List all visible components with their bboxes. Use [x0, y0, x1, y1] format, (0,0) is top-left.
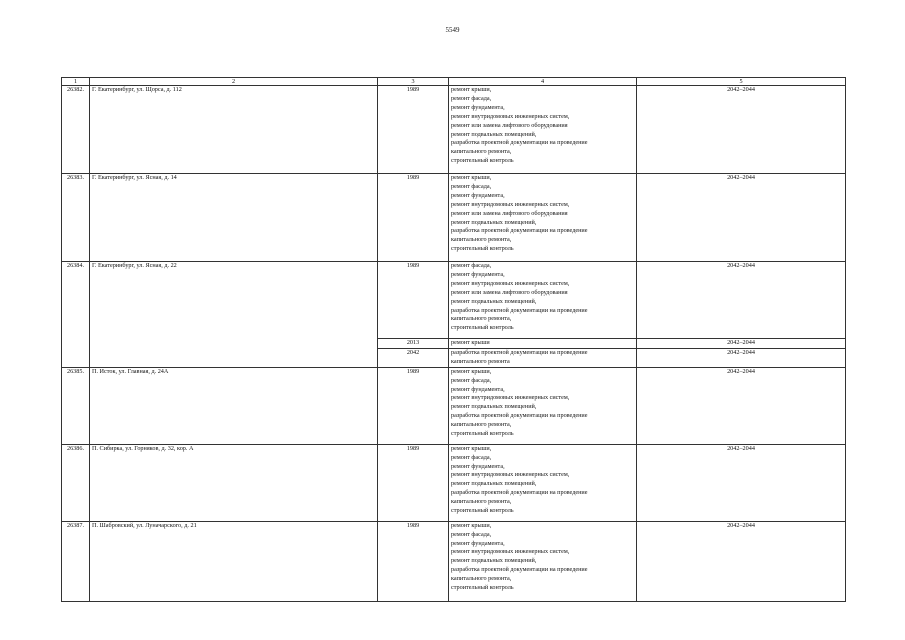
- address-cell: П. Сибирка, ул. Горняков, д. 32, кор. А: [90, 444, 378, 521]
- year-cell: 1989: [378, 174, 449, 262]
- address-cell: П. Исток, ул. Главная, д. 24А: [90, 367, 378, 444]
- repair-schedule-table: [61, 77, 846, 602]
- period-cell: 2042–2044: [637, 262, 846, 339]
- year-cell: 1989: [378, 521, 449, 601]
- table-row: [62, 174, 846, 262]
- header-cell: 2: [90, 78, 378, 86]
- period-cell: 2042–2044: [637, 174, 846, 262]
- row-number: 26382.: [62, 86, 90, 174]
- page-number: 5549: [445, 26, 460, 34]
- works-cell: ремонт крыши, ремонт фасада, ремонт фундамента, ремонт внутридомовых инженерных систем, ремонт подвальных помещений, разработка проектной документации на проведение капитального ремонта, строительный контроль: [449, 521, 637, 601]
- header-cell: 4: [449, 78, 637, 86]
- row-number: 26383.: [62, 174, 90, 262]
- period-cell: 2042–2044: [637, 444, 846, 521]
- works-cell: разработка проектной документации на проведение капитального ремонта: [449, 348, 637, 367]
- period-cell: 2042–2044: [637, 367, 846, 444]
- row-number: 26385.: [62, 367, 90, 444]
- header-cell: 1: [62, 78, 90, 86]
- year-cell: 2013: [378, 339, 449, 349]
- period-cell: 2042–2044: [637, 521, 846, 601]
- works-cell: ремонт крыши, ремонт фасада, ремонт фундамента, ремонт внутридомовых инженерных систем, ремонт или замена лифтового оборудования ремонт подвальных помещений, разработка проектной документации на проведение капитального ремонта, строительный контроль: [449, 86, 637, 174]
- header-cell: 5: [637, 78, 846, 86]
- address-cell: П. Шабровский, ул. Луначарского, д. 21: [90, 521, 378, 601]
- address-cell: Г. Екатеринбург, ул. Ясная, д. 14: [90, 174, 378, 262]
- works-cell: ремонт крыши, ремонт фасада, ремонт фундамента, ремонт внутридомовых инженерных систем, ремонт или замена лифтового оборудования ремонт подвальных помещений, разработка проектной документации на проведение капитального ремонта, строительный контроль: [449, 174, 637, 262]
- year-cell: 1989: [378, 444, 449, 521]
- table-row: [62, 444, 846, 521]
- works-cell: ремонт фасада, ремонт фундамента, ремонт внутридомовых инженерных систем, ремонт или замена лифтового оборудования ремонт подвальных помещений, разработка проектной документации на проведение капитального ремонта, строительный контроль: [449, 262, 637, 339]
- table-row: [62, 262, 846, 339]
- row-number: 26384.: [62, 262, 90, 368]
- works-cell: ремонт крыши, ремонт фасада, ремонт фундамента, ремонт внутридомовых инженерных систем, ремонт подвальных помещений, разработка проектной документации на проведение капитального ремонта, строительный контроль: [449, 367, 637, 444]
- year-cell: 1989: [378, 367, 449, 444]
- works-cell: ремонт крыши: [449, 339, 637, 349]
- year-cell: 2042: [378, 348, 449, 367]
- year-cell: 1989: [378, 262, 449, 339]
- table-row: [62, 521, 846, 601]
- works-cell: ремонт крыши, ремонт фасада, ремонт фундамента, ремонт внутридомовых инженерных систем, ремонт подвальных помещений, разработка проектной документации на проведение капитального ремонта, строительный контроль: [449, 444, 637, 521]
- row-number: 26386.: [62, 444, 90, 521]
- period-cell: 2042–2044: [637, 348, 846, 367]
- year-cell: 1989: [378, 86, 449, 174]
- header-row: [62, 78, 846, 86]
- address-cell: Г. Екатеринбург, ул. Щорса, д. 112: [90, 86, 378, 174]
- row-number: 26387.: [62, 521, 90, 601]
- address-cell: Г. Екатеринбург, ул. Ясная, д. 22: [90, 262, 378, 368]
- period-cell: 2042–2044: [637, 86, 846, 174]
- header-cell: 3: [378, 78, 449, 86]
- period-cell: 2042–2044: [637, 339, 846, 349]
- table-row: [62, 367, 846, 444]
- table-row: [62, 86, 846, 174]
